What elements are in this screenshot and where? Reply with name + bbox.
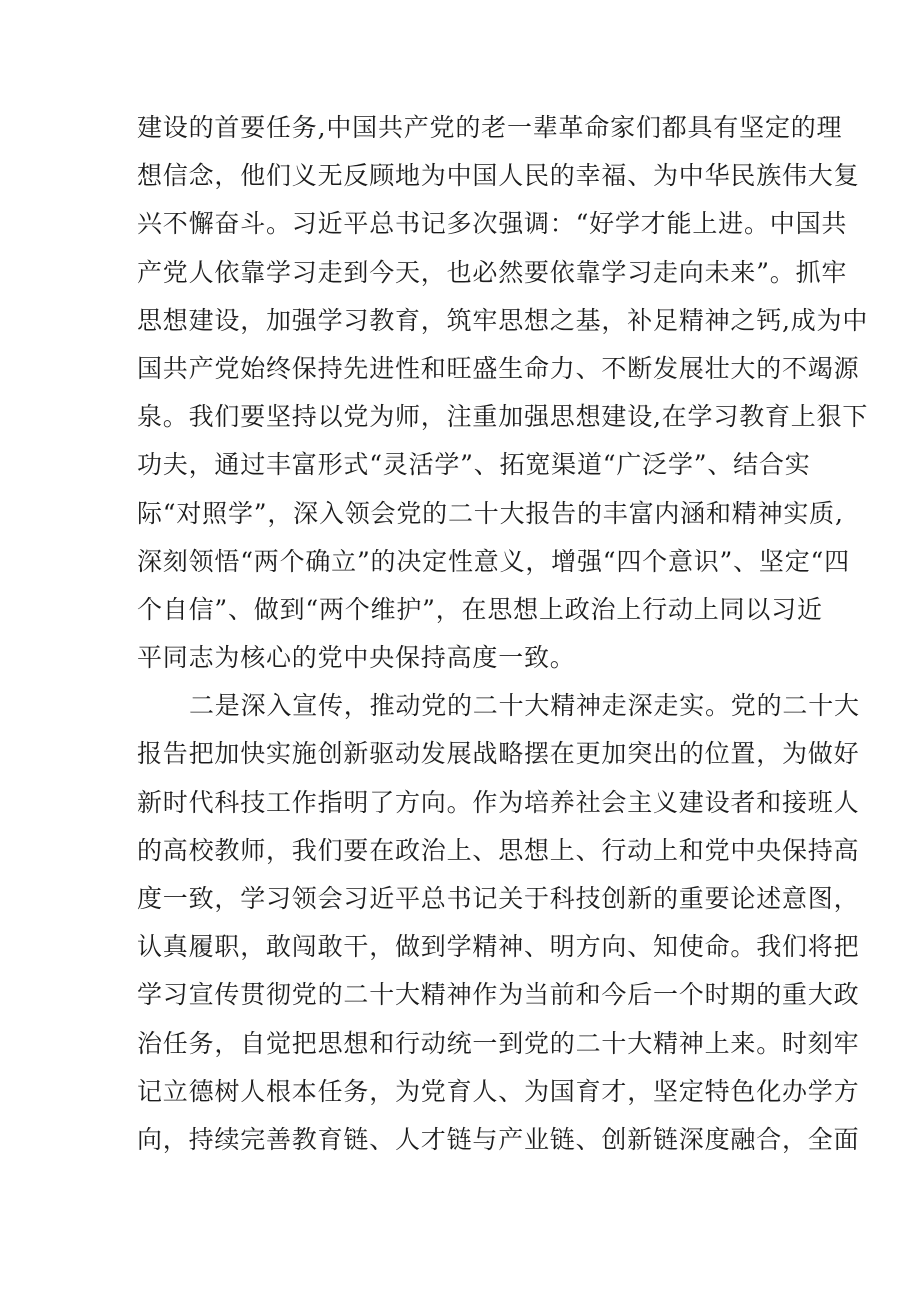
text-line: 记立德树人根本任务，为党育人、为国育才，坚定特色化办学方 — [137, 1076, 860, 1106]
text-line: 向，持续完善教育链、人才链与产业链、创新链深度融合，全面 — [137, 1124, 860, 1154]
text-line: 平同志为核心的党中央保持高度一致。 — [137, 643, 576, 673]
text-line: 学习宣传贯彻党的二十大精神作为当前和今后一个时期的重大政 — [137, 980, 860, 1010]
text-line: 报告把加快实施创新驱动发展战略摆在更加突出的位置，为做好 — [137, 739, 860, 769]
text-line: 国共产党始终保持先进性和旺盛生命力、不断发展壮大的不竭源 — [137, 353, 860, 383]
text-line: 治任务，自觉把思想和行动统一到党的二十大精神上来。时刻牢 — [137, 1028, 860, 1058]
text-line: 产党人依靠学习走到今天，也必然要依靠学习走向未来”。抓牢 — [137, 257, 848, 287]
text-line: 泉。我们要坚持以党为师，注重加强思想建设,在学习教育上狠下 — [137, 402, 869, 432]
text-line: 思想建设，加强学习教育，筑牢思想之基，补足精神之钙,成为中 — [137, 305, 869, 335]
text-line: 建设的首要任务,中国共产党的老一辈革命家们都具有坚定的理 — [137, 113, 843, 142]
text-line: 新时代科技工作指明了方向。作为培养社会主义建设者和接班人 — [137, 787, 860, 817]
paragraph-start-line: 二是深入宣传，推动党的二十大精神走深走实。党的二十大 — [189, 691, 860, 721]
text-line: 的高校教师，我们要在政治上、思想上、行动上和党中央保持高 — [137, 835, 860, 865]
text-line: 深刻领悟“两个确立”的决定性意义，增强“四个意识”、坚定“四 — [137, 546, 850, 576]
text-line: 认真履职，敢闯敢干，做到学精神、明方向、知使命。我们将把 — [137, 932, 860, 962]
text-line: 个自信”、做到“两个维护”，在思想上政治上行动上同以习近 — [137, 594, 823, 624]
text-line: 想信念，他们义无反顾地为中国人民的幸福、为中华民族伟大复 — [137, 161, 860, 191]
text-line: 兴不懈奋斗。习近平总书记多次强调：“好学才能上进。中国共 — [137, 209, 848, 239]
text-line: 功夫，通过丰富形式“灵活学”、拓宽渠道“广泛学”、结合实 — [137, 450, 811, 480]
body-text — [137, 104, 869, 1164]
text-line: 度一致，学习领会习近平总书记关于科技创新的重要论述意图， — [137, 884, 860, 913]
text-line: 际“对照学”，深入领会党的二十大报告的丰富内涵和精神实质, — [137, 498, 844, 528]
